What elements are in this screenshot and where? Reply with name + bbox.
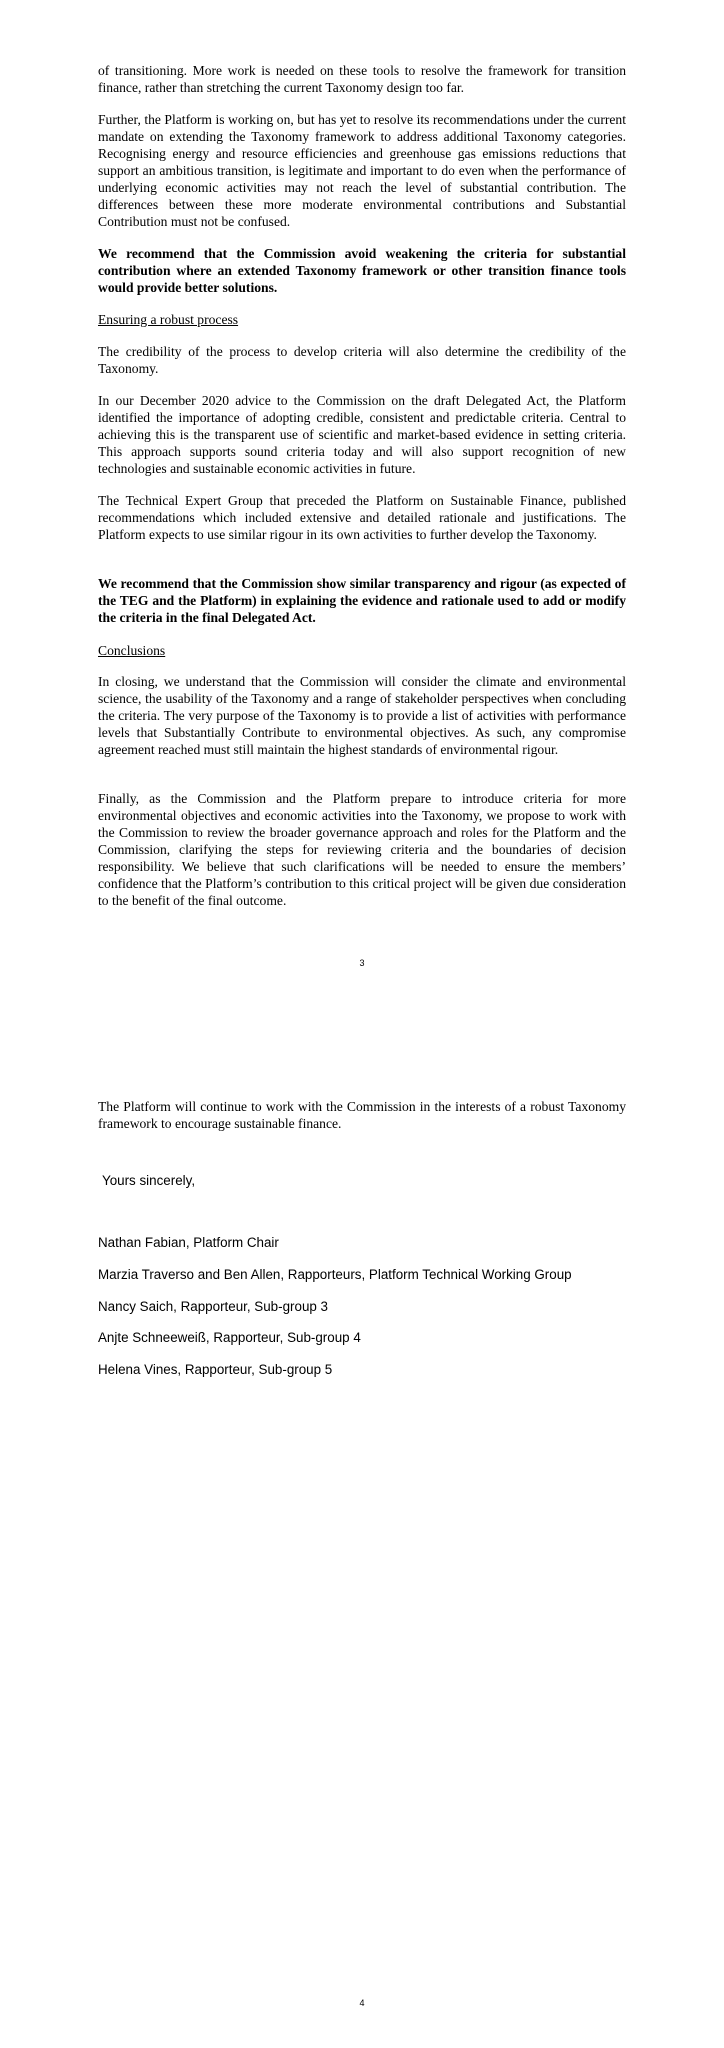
recommendation-avoid-weakening: We recommend that the Commission avoid weakening the criteria for substantial contribution where an extended Taxonomy framework or other transition finance tools would provide better solutions.: [98, 246, 626, 295]
paragraph-transitioning: of transitioning. More work is needed on these tools to resolve the framework for transition finance, rather than stretching the current Taxonomy design too far.: [98, 63, 626, 95]
recommendation-transparency: We recommend that the Commission show similar transparency and rigour (as expected of the TEG and the Platform) in explaining the evidence and rationale used to add or modify the criteria in the final Delegated Act.: [98, 576, 626, 625]
signatory-subgroup-3: Nancy Saich, Rapporteur, Sub-group 3: [98, 1299, 329, 1314]
signatory-chair: Nathan Fabian, Platform Chair: [98, 1235, 279, 1250]
document-page-4: [0, 990, 724, 2048]
paragraph-finally: Finally, as the Commission and the Platform prepare to introduce criteria for more environmental objectives and economic activities into the Taxonomy, we propose to work with the Commission to review the broader governance approach and roles for the Platform and the Commission, clarifying the steps for reviewing criteria and the boundaries of decision responsibility. We believe that such clarifications will be needed to ensure the members’ confidence that the Platform’s contribution to this critical project will be given due consideration to the benefit of the final outcome.: [98, 791, 626, 908]
heading-ensuring-robust-process: Ensuring a robust process: [98, 312, 239, 327]
document-page-3: [0, 0, 724, 990]
paragraph-continue-to-work: The Platform will continue to work with the Commission in the interests of a robust Taxonomy framework to encourage sustainable finance.: [98, 1099, 626, 1131]
page-number-4: 4: [359, 1998, 365, 2008]
paragraph-technical-expert-group: The Technical Expert Group that preceded the Platform on Sustainable Finance, published recommendations which included extensive and detailed rationale and justifications. The Platform expects to use similar rigour in its own activities to further develop the Taxonomy.: [98, 493, 626, 542]
signatory-subgroup-5: Helena Vines, Rapporteur, Sub-group 5: [98, 1362, 333, 1377]
paragraph-extending-taxonomy: Further, the Platform is working on, but has yet to resolve its recommendations under the current mandate on extending the Taxonomy framework to address additional Taxonomy categories. Recognising energy and resource efficiencies and greenhouse gas emissions reductions that support an ambitious transition, is legitimate and important to do even when the performance of underlying economic activities may not reach the level of substantial contribution. The differences between these more moderate environmental contributions and Substantial Contribution must not be confused.: [98, 112, 626, 229]
page-number-3: 3: [359, 958, 365, 968]
paragraph-in-closing: In closing, we understand that the Commission will consider the climate and environmental science, the usability of the Taxonomy and a range of stakeholder perspectives when concluding the criteria. The very purpose of the Taxonomy is to provide a list of activities with performance levels that Substantially Contribute to environmental objectives. As such, any compromise agreement reached must still maintain the highest standards of environmental rigour.: [98, 674, 626, 757]
paragraph-december-advice: In our December 2020 advice to the Commission on the draft Delegated Act, the Platform identified the importance of adopting credible, consistent and predictable criteria. Central to achieving this is the transparent use of scientific and market-based evidence in setting criteria. This approach supports sound criteria today and will also support recognition of new technologies and sustainable economic activities in future.: [98, 393, 626, 476]
signatory-subgroup-4: Anjte Schneeweiß, Rapporteur, Sub-group 4: [98, 1330, 361, 1345]
closing-salutation: Yours sincerely,: [102, 1173, 196, 1188]
paragraph-credibility: The credibility of the process to develop criteria will also determine the credibility of the Taxonomy.: [98, 344, 626, 376]
heading-conclusions: Conclusions: [98, 643, 166, 658]
signatory-rapporteurs-twg: Marzia Traverso and Ben Allen, Rapporteurs, Platform Technical Working Group: [98, 1267, 572, 1282]
